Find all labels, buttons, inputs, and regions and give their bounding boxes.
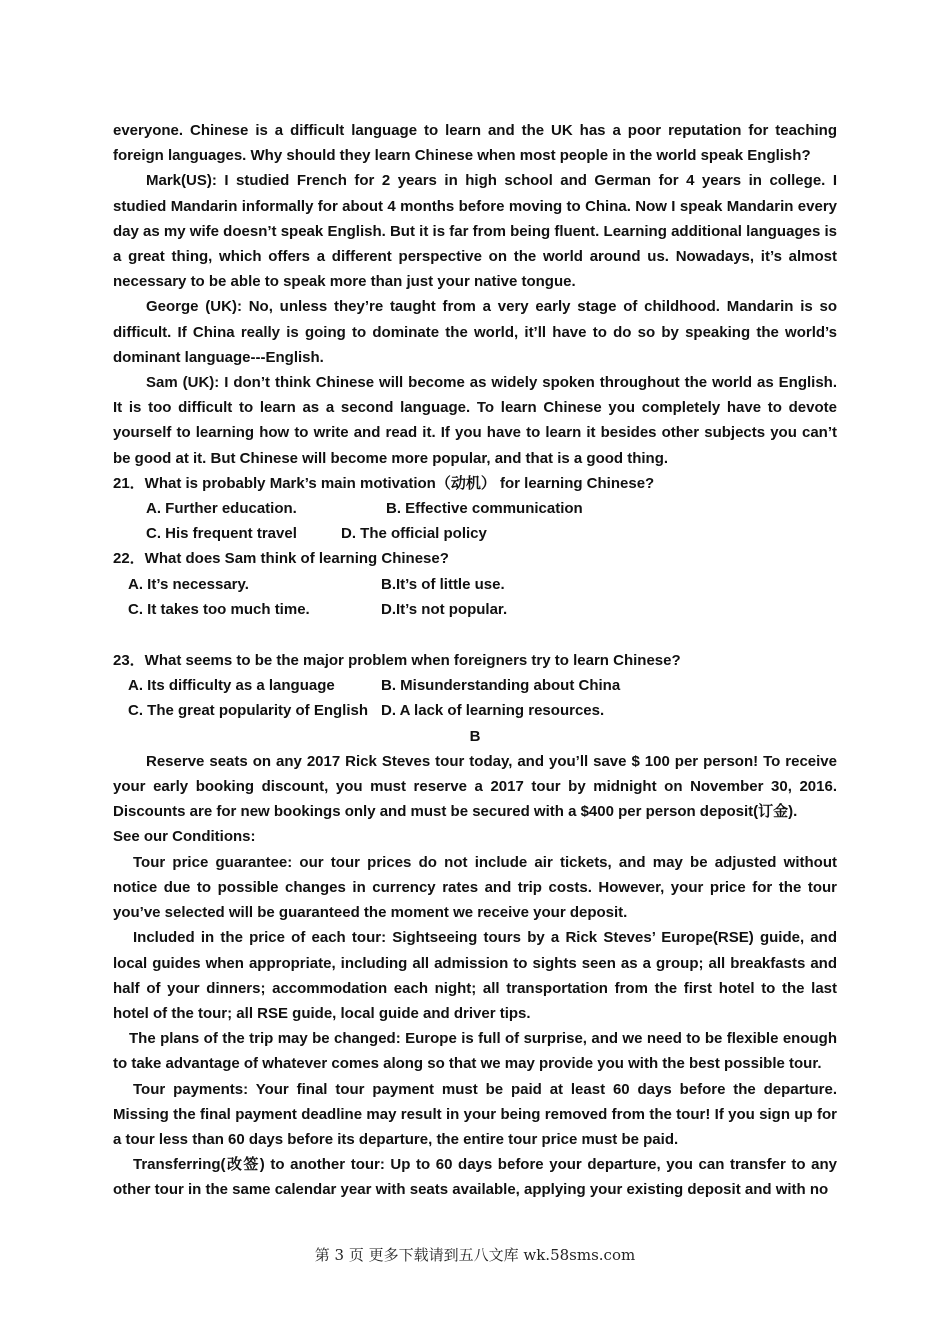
page-content: [113, 118, 837, 1203]
passage-a-mark-opinion: Mark(US): I studied French for 2 years in high school and German for 4 years in college. I studied Mandarin informally for about 4 months before moving to China. Now I speak Mandarin every day as my wife doesn’t speak English. But it is far from being fluent. Learning additional languages is a great thing, which offers a different perspective on the world around us. Nowadays, it’s almost necessary to be able to speak more than just your native tongue.: [113, 172, 837, 291]
question-21-option-d: D. The official policy: [341, 525, 487, 543]
passage-b-intro: Reserve seats on any 2017 Rick Steves tour today, and you’ll save $ 100 per person! To receive your early booking discount, you must reserve a 2017 tour by midnight on November 30, 2016. Discounts are for new bookings only and must be secured with a $400 per person deposit(订金).: [113, 752, 837, 821]
passage-a-sam-opinion: Sam (UK): I don’t think Chinese will become as widely spoken throughout the world as English. It is too difficult to learn as a second language. To learn Chinese you completely have to devote yourself to learning how to write and read it. If you have to learn it besides other subjects you can’t be good at it. But Chinese will become more popular, and that is a good thing.: [113, 374, 837, 467]
passage-a-george-opinion: George (UK): No, unless they’re taught from a very early stage of childhood. Mandarin is so difficult. If China really is going to dominate the world, it’ll have to do so by speaking the world’s dominant language---English.: [113, 298, 837, 366]
blank-line: [113, 622, 837, 648]
question-22-option-a: A. It’s necessary.: [128, 575, 249, 593]
question-22-options-row-2: [113, 597, 837, 622]
condition-tour-payments: Tour payments: Your final tour payment must be paid at least 60 days before the departure. Missing the final payment deadline may result in your being removed from the tour! If you sign up for a tour less than 60 days before its departure, the entire tour price must be paid.: [113, 1080, 837, 1148]
question-21-options-row-1: [113, 496, 837, 521]
question-21-stem: 21．What is probably Mark’s main motivation（动机） for learning Chinese?: [113, 474, 655, 492]
question-21-option-c: C. His frequent travel: [146, 525, 297, 543]
question-22-options-row-1: [113, 572, 837, 597]
conditions-label: See our Conditions:: [113, 828, 256, 846]
question-22-option-d: D.It’s not popular.: [381, 600, 508, 618]
condition-price-guarantee: Tour price guarantee: our tour prices do not include air tickets, and may be adjusted without notice due to possible changes in currency rates and trip costs. However, your price for the tour you’ve selected will be guaranteed the moment we receive your deposit.: [113, 853, 837, 922]
question-23-options-row-1: [113, 673, 837, 698]
question-23-options-row-2: [113, 698, 837, 723]
question-22-option-c: C. It takes too much time.: [128, 600, 310, 618]
question-21-options-row-2: [113, 521, 837, 546]
question-23-option-c: C. The great popularity of English: [128, 702, 369, 720]
question-21-option-a: A. Further education.: [146, 500, 297, 518]
question-23-option-b: B. Misunderstanding about China: [381, 677, 621, 695]
question-23-option-a: A. Its difficulty as a language: [128, 677, 335, 695]
condition-plans-changed: The plans of the trip may be changed: Europe is full of surprise, and we need to be flexible enough to take advantage of whatever comes along so that we may provide you with the best possible tour.: [113, 1030, 837, 1073]
condition-included-in-price: Included in the price of each tour: Sightseeing tours by a Rick Steves’ Europe(RSE) guide, and local guides when appropriate, including all admission to sights seen as a group; all breakfasts and half of your dinners; accommodation each night; all transportation from the first hotel to the last hotel of the tour; all RSE guide, local guide and driver tips.: [113, 929, 837, 1022]
passage-b-heading: B: [469, 727, 481, 745]
question-21-option-b: B. Effective communication: [386, 500, 583, 518]
passage-a-intro-tail: everyone. Chinese is a difficult language to learn and the UK has a poor reputation for teaching foreign languages. Why should they learn Chinese when most people in the world speak English?: [113, 122, 837, 165]
condition-transferring: Transferring(改签) to another tour: Up to 60 days before your departure, you can transfer to any other tour in the same calendar year with seats available, applying your existing deposit and with no: [113, 1156, 837, 1199]
question-22-option-b: B.It’s of little use.: [381, 575, 505, 593]
question-22-stem: 22．What does Sam think of learning Chinese?: [113, 550, 449, 568]
page-footer: 第 3 页 更多下载请到五八文库 wk.58sms.com: [314, 1246, 636, 1264]
question-23-option-d: D. A lack of learning resources.: [381, 702, 605, 720]
question-23-stem: 23．What seems to be the major problem when foreigners try to learn Chinese?: [113, 652, 681, 670]
